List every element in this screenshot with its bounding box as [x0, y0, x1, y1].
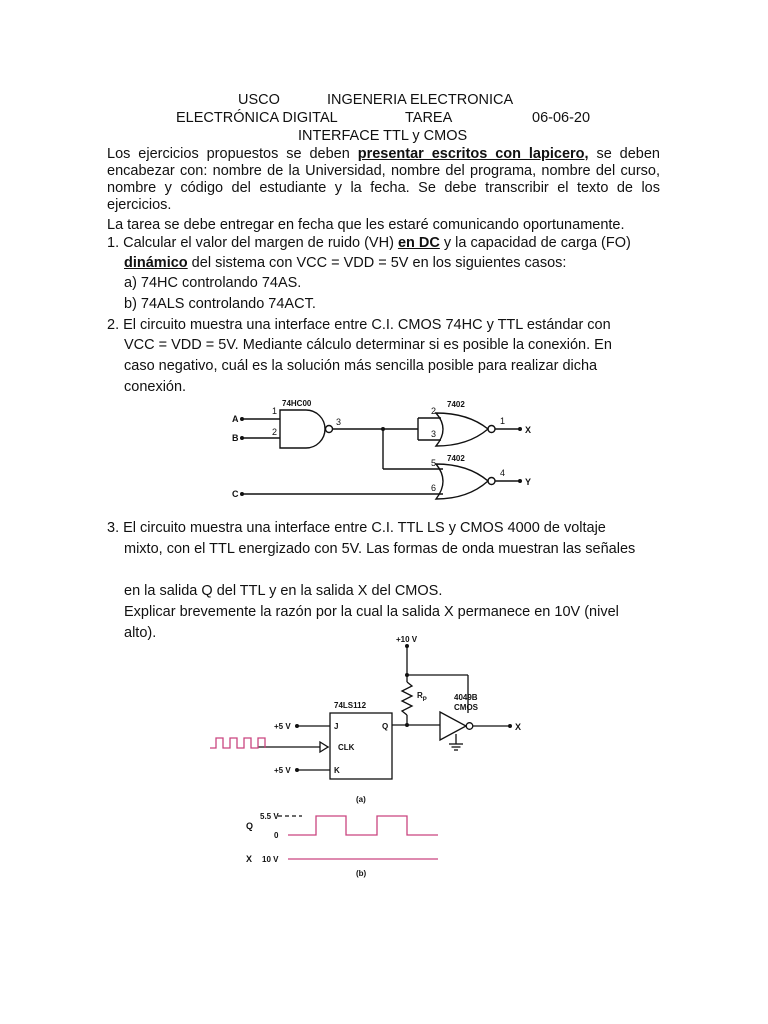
label-7402-top: 7402 — [447, 400, 465, 409]
ex2-line3: caso negativo, cuál es la solución más sencilla posible para realizar dicha — [124, 358, 598, 374]
output-x-label-2: X — [515, 722, 522, 732]
circuit1-diagram — [228, 396, 548, 508]
waveform-x-voltage: 10 V — [262, 855, 279, 864]
resistor-rp — [402, 682, 412, 715]
pin-2: 2 — [272, 427, 278, 437]
ex1-line2 — [124, 255, 566, 272]
buffer-4049b-cmos — [440, 712, 466, 740]
nor1-pin-3: 3 — [431, 429, 437, 439]
nor2-pin-6: 6 — [431, 483, 437, 493]
nand-gate-74hc00 — [280, 410, 325, 448]
header-course: ELECTRÓNICA DIGITAL — [176, 110, 338, 126]
j-voltage-label: +5 V — [274, 722, 291, 731]
ex1-text-l2: del sistema con VCC = VDD = 5V en los siguientes casos: — [187, 255, 567, 271]
ex1-emphasis-dc: en DC — [397, 235, 440, 251]
ex1-line1 — [107, 235, 631, 252]
ex2-line4: conexión. — [124, 379, 187, 395]
ex1-case-b: b) 74ALS controlando 74ACT. — [124, 296, 316, 312]
nor1-pin-1: 1 — [500, 416, 506, 426]
nor-bottom-bubble — [488, 478, 495, 485]
intro-deadline: La tarea se debe entregar en fecha que les estaré comunicando oportunamente. — [107, 217, 625, 233]
ex1-text-post: y la capacidad de carga (FO) — [439, 235, 631, 251]
ex2-line2: VCC = VDD = 5V. Mediante cálculo determinar si es posible la conexión. En — [124, 337, 612, 353]
buffer-label-1: 4049B — [454, 693, 478, 702]
caption-b: (b) — [356, 869, 367, 878]
nor2-pin-5: 5 — [431, 458, 437, 468]
header-date: 06-06-20 — [532, 110, 591, 126]
resistor-label — [417, 691, 427, 703]
resistor-subscript: P — [422, 697, 427, 703]
intro-text-pre: Los ejercicios propuestos se deben — [107, 146, 358, 162]
pin-clk-label: CLK — [338, 743, 355, 752]
pin-j-label: J — [334, 722, 339, 731]
input-b-label: B — [232, 433, 239, 443]
buffer-label-2: CMOS — [454, 703, 478, 712]
nor-gate-7402-top — [436, 413, 488, 446]
label-7402-bottom: 7402 — [447, 454, 465, 463]
waveform-x-label: X — [246, 854, 253, 864]
intro-text-post: se deben encabezar con: nombre de la Universidad, nombre del programa, nombre del curso, nombre y código del estudiante y la fecha. Se debe transcribir el texto de los ejercicios. — [107, 146, 660, 213]
intro-emphasis: presentar escritos con lapicero, — [357, 146, 589, 162]
ex3-line3: en la salida Q del TTL y en la salida X del CMOS. — [124, 583, 443, 599]
intro-paragraph — [107, 146, 660, 214]
waveform-q-label: Q — [246, 821, 254, 831]
pin-k-label: K — [334, 766, 340, 775]
k-voltage-label: +5 V — [274, 766, 291, 775]
ex1-case-a: a) 74HC controlando 74AS. — [124, 275, 302, 291]
ex3-line2: mixto, con el TTL energizado con 5V. Las formas de onda muestran las señales — [124, 541, 636, 557]
ff-label: 74LS112 — [334, 701, 367, 710]
supply-label: +10 V — [396, 635, 418, 644]
nor2-pin-4: 4 — [500, 468, 506, 478]
nor1-pin-2: 2 — [431, 406, 437, 416]
nand-bubble — [326, 426, 333, 433]
pin-3: 3 — [336, 417, 342, 427]
input-a-label: A — [232, 414, 239, 424]
caption-a: (a) — [356, 795, 366, 804]
pin-q-label: Q — [382, 722, 389, 731]
output-y-label: Y — [525, 477, 532, 487]
resistor-letter: R — [417, 691, 423, 700]
ex2-line1: 2. El circuito muestra una interface entre C.I. CMOS 74HC y TTL estándar con — [107, 317, 611, 333]
clock-edge-triangle — [320, 742, 328, 752]
header-program: INGENERIA ELECTRONICA — [327, 92, 514, 108]
nor-gate-7402-bottom — [436, 464, 488, 499]
ex3-line5: alto). — [124, 625, 157, 641]
header-topic: INTERFACE TTL y CMOS — [298, 128, 468, 144]
waveform-q-low: 0 — [274, 831, 279, 840]
ex1-emphasis-dinamico: dinámico — [124, 255, 188, 271]
pin-1: 1 — [272, 406, 278, 416]
label-74hc00: 74HC00 — [282, 399, 312, 408]
ex3-line4: Explicar brevemente la razón por la cual la salida X permanece en 10V (nivel — [124, 604, 619, 620]
q-waveform — [288, 816, 438, 835]
clock-input-waveform — [210, 738, 265, 748]
output-x-label: X — [525, 425, 532, 435]
input-c-label: C — [232, 489, 239, 499]
ex3-line1: 3. El circuito muestra una interface entre C.I. TTL LS y CMOS 4000 de voltaje — [107, 520, 606, 536]
header-school: USCO — [238, 92, 280, 108]
circuit2-diagram — [200, 630, 540, 880]
header-type: TAREA — [405, 110, 453, 126]
ex1-text-pre: 1. Calcular el valor del margen de ruido (VH) — [107, 235, 398, 251]
waveform-q-high: 5.5 V — [260, 812, 279, 821]
